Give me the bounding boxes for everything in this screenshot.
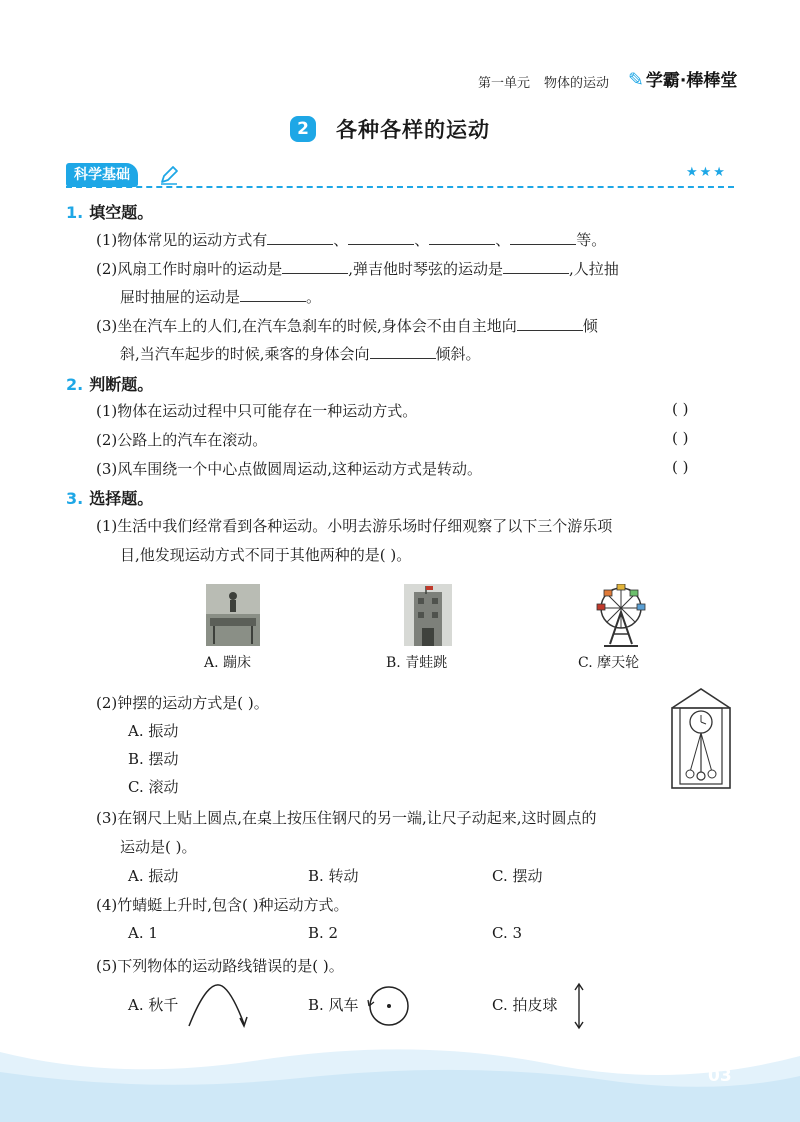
answer-blank[interactable]: [240, 289, 306, 302]
question-3-number: 3.: [66, 489, 84, 508]
footer-wave: [0, 1030, 800, 1122]
frog-hopper-photo: [404, 584, 452, 646]
separator: 、: [333, 231, 349, 249]
q3-item-1-b: 目,他发现运动方式不同于其他两种的是( )。: [120, 546, 412, 564]
q3-item-3-option-c[interactable]: C. 摆动: [492, 867, 543, 885]
page-number: 03: [708, 1066, 732, 1086]
graduation-cap-icon: ✎: [628, 69, 644, 91]
q1-item-3-cont: [120, 343, 481, 364]
question-1-header: [66, 200, 153, 223]
section-divider: [66, 186, 734, 188]
question-2-title: 判断题。: [89, 375, 154, 394]
section-tag: 科学基础: [66, 163, 138, 187]
q3-item-5-option-c[interactable]: C. 拍皮球: [492, 996, 558, 1014]
pendulum-clock-picture: [668, 686, 734, 790]
q2-item-2: (2)公路上的汽车在滚动。: [96, 431, 268, 449]
ball-bounce-path-diagram: [572, 982, 586, 1030]
q1-item-3-text-b: 倾: [582, 317, 598, 335]
q3-item-2-option-c[interactable]: C. 滚动: [128, 778, 179, 796]
lesson-number-badge: 2: [290, 116, 316, 142]
answer-blank[interactable]: [348, 232, 414, 245]
page-title: 各种各样的运动: [336, 118, 490, 142]
q2-item-3: (3)风车围绕一个中心点做圆周运动,这种运动方式是转动。: [96, 460, 483, 478]
option-ferris-wheel-label: C. 摩天轮: [578, 655, 640, 671]
q1-item-3-text-c: 斜,当汽车起步的时候,乘客的身体会向: [120, 345, 370, 363]
q1-item-1-text: (1)物体常见的运动方式有: [96, 231, 268, 249]
question-1-number: 1.: [66, 203, 84, 222]
answer-blank[interactable]: [429, 232, 495, 245]
q1-item-3-text-d: 倾斜。: [435, 345, 481, 363]
answer-blank[interactable]: [282, 261, 348, 274]
answer-parentheses[interactable]: ( ): [672, 400, 689, 418]
q1-item-2-cont: [120, 286, 321, 307]
q3-item-5: (5)下列物体的运动路线错误的是( )。: [96, 957, 344, 975]
q3-item-3-b: 运动是( )。: [120, 838, 197, 856]
separator: 、: [414, 231, 430, 249]
answer-parentheses[interactable]: ( ): [672, 458, 689, 476]
q1-item-2-text-d: 屉时抽屉的运动是: [120, 288, 241, 306]
answer-blank[interactable]: [267, 232, 333, 245]
q3-item-4: (4)竹蜻蜓上升时,包含( )种运动方式。: [96, 896, 349, 914]
q3-item-2-option-b[interactable]: B. 摆动: [128, 750, 179, 768]
q3-item-5-option-a[interactable]: A. 秋千: [128, 996, 179, 1014]
brand-label: 学霸·棒棒堂: [645, 71, 738, 91]
q3-item-2-option-a[interactable]: A. 振动: [128, 722, 179, 740]
answer-blank[interactable]: [503, 261, 569, 274]
q1-item-2-text-b: ,弹吉他时琴弦的运动是: [348, 260, 504, 278]
difficulty-stars: ★★★: [686, 165, 727, 180]
q3-item-4-option-a[interactable]: A. 1: [128, 924, 158, 942]
header-unit: [478, 72, 623, 91]
q1-item-2-end: 。: [306, 288, 322, 306]
separator: 、: [495, 231, 511, 249]
q3-item-3-option-b[interactable]: B. 转动: [308, 867, 359, 885]
q1-item-1-end: 等。: [576, 231, 607, 249]
question-3-title: 选择题。: [89, 489, 154, 508]
answer-blank[interactable]: [510, 232, 576, 245]
q3-item-3-option-a[interactable]: A. 振动: [128, 867, 179, 885]
brand-logo: [628, 66, 737, 91]
swing-path-diagram: [186, 982, 252, 1030]
q3-item-2: (2)钟摆的运动方式是( )。: [96, 694, 269, 712]
answer-parentheses[interactable]: ( ): [672, 429, 689, 447]
q1-item-3: [96, 315, 598, 336]
windmill-path-diagram: [366, 984, 412, 1028]
q1-item-2-text-c: ,人拉抽: [569, 260, 619, 278]
answer-blank[interactable]: [370, 346, 436, 359]
trampoline-photo: [206, 584, 260, 646]
option-frog-hop-label: B. 青蛙跳: [386, 655, 448, 671]
q3-item-5-option-b[interactable]: B. 风车: [308, 996, 359, 1014]
question-3-header: [66, 486, 153, 509]
ferris-wheel-picture: [592, 584, 650, 648]
header-chapter-label: 物体的运动: [544, 76, 610, 91]
q3-item-4-option-b[interactable]: B. 2: [308, 924, 339, 942]
q1-item-2: [96, 258, 619, 279]
q3-item-4-option-c[interactable]: C. 3: [492, 924, 523, 942]
q3-item-1-a: (1)生活中我们经常看到各种运动。小明去游乐场时仔细观察了以下三个游乐项: [96, 517, 613, 535]
question-1-title: 填空题。: [89, 203, 154, 222]
q1-item-3-text-a: (3)坐在汽车上的人们,在汽车急刹车的时候,身体会不由自主地向: [96, 317, 517, 335]
header-unit-label: 第一单元: [478, 76, 531, 91]
pencil-icon: [158, 164, 180, 186]
answer-blank[interactable]: [517, 318, 583, 331]
q1-item-1: [96, 229, 606, 250]
q2-item-1: (1)物体在运动过程中只可能存在一种运动方式。: [96, 402, 418, 420]
question-2-number: 2.: [66, 375, 84, 394]
q3-item-3-a: (3)在钢尺上贴上圆点,在桌上按压住钢尺的另一端,让尺子动起来,这时圆点的: [96, 809, 597, 827]
q1-item-2-text-a: (2)风扇工作时扇叶的运动是: [96, 260, 283, 278]
question-2-header: [66, 372, 153, 395]
option-trampoline-label: A. 蹦床: [204, 655, 252, 671]
